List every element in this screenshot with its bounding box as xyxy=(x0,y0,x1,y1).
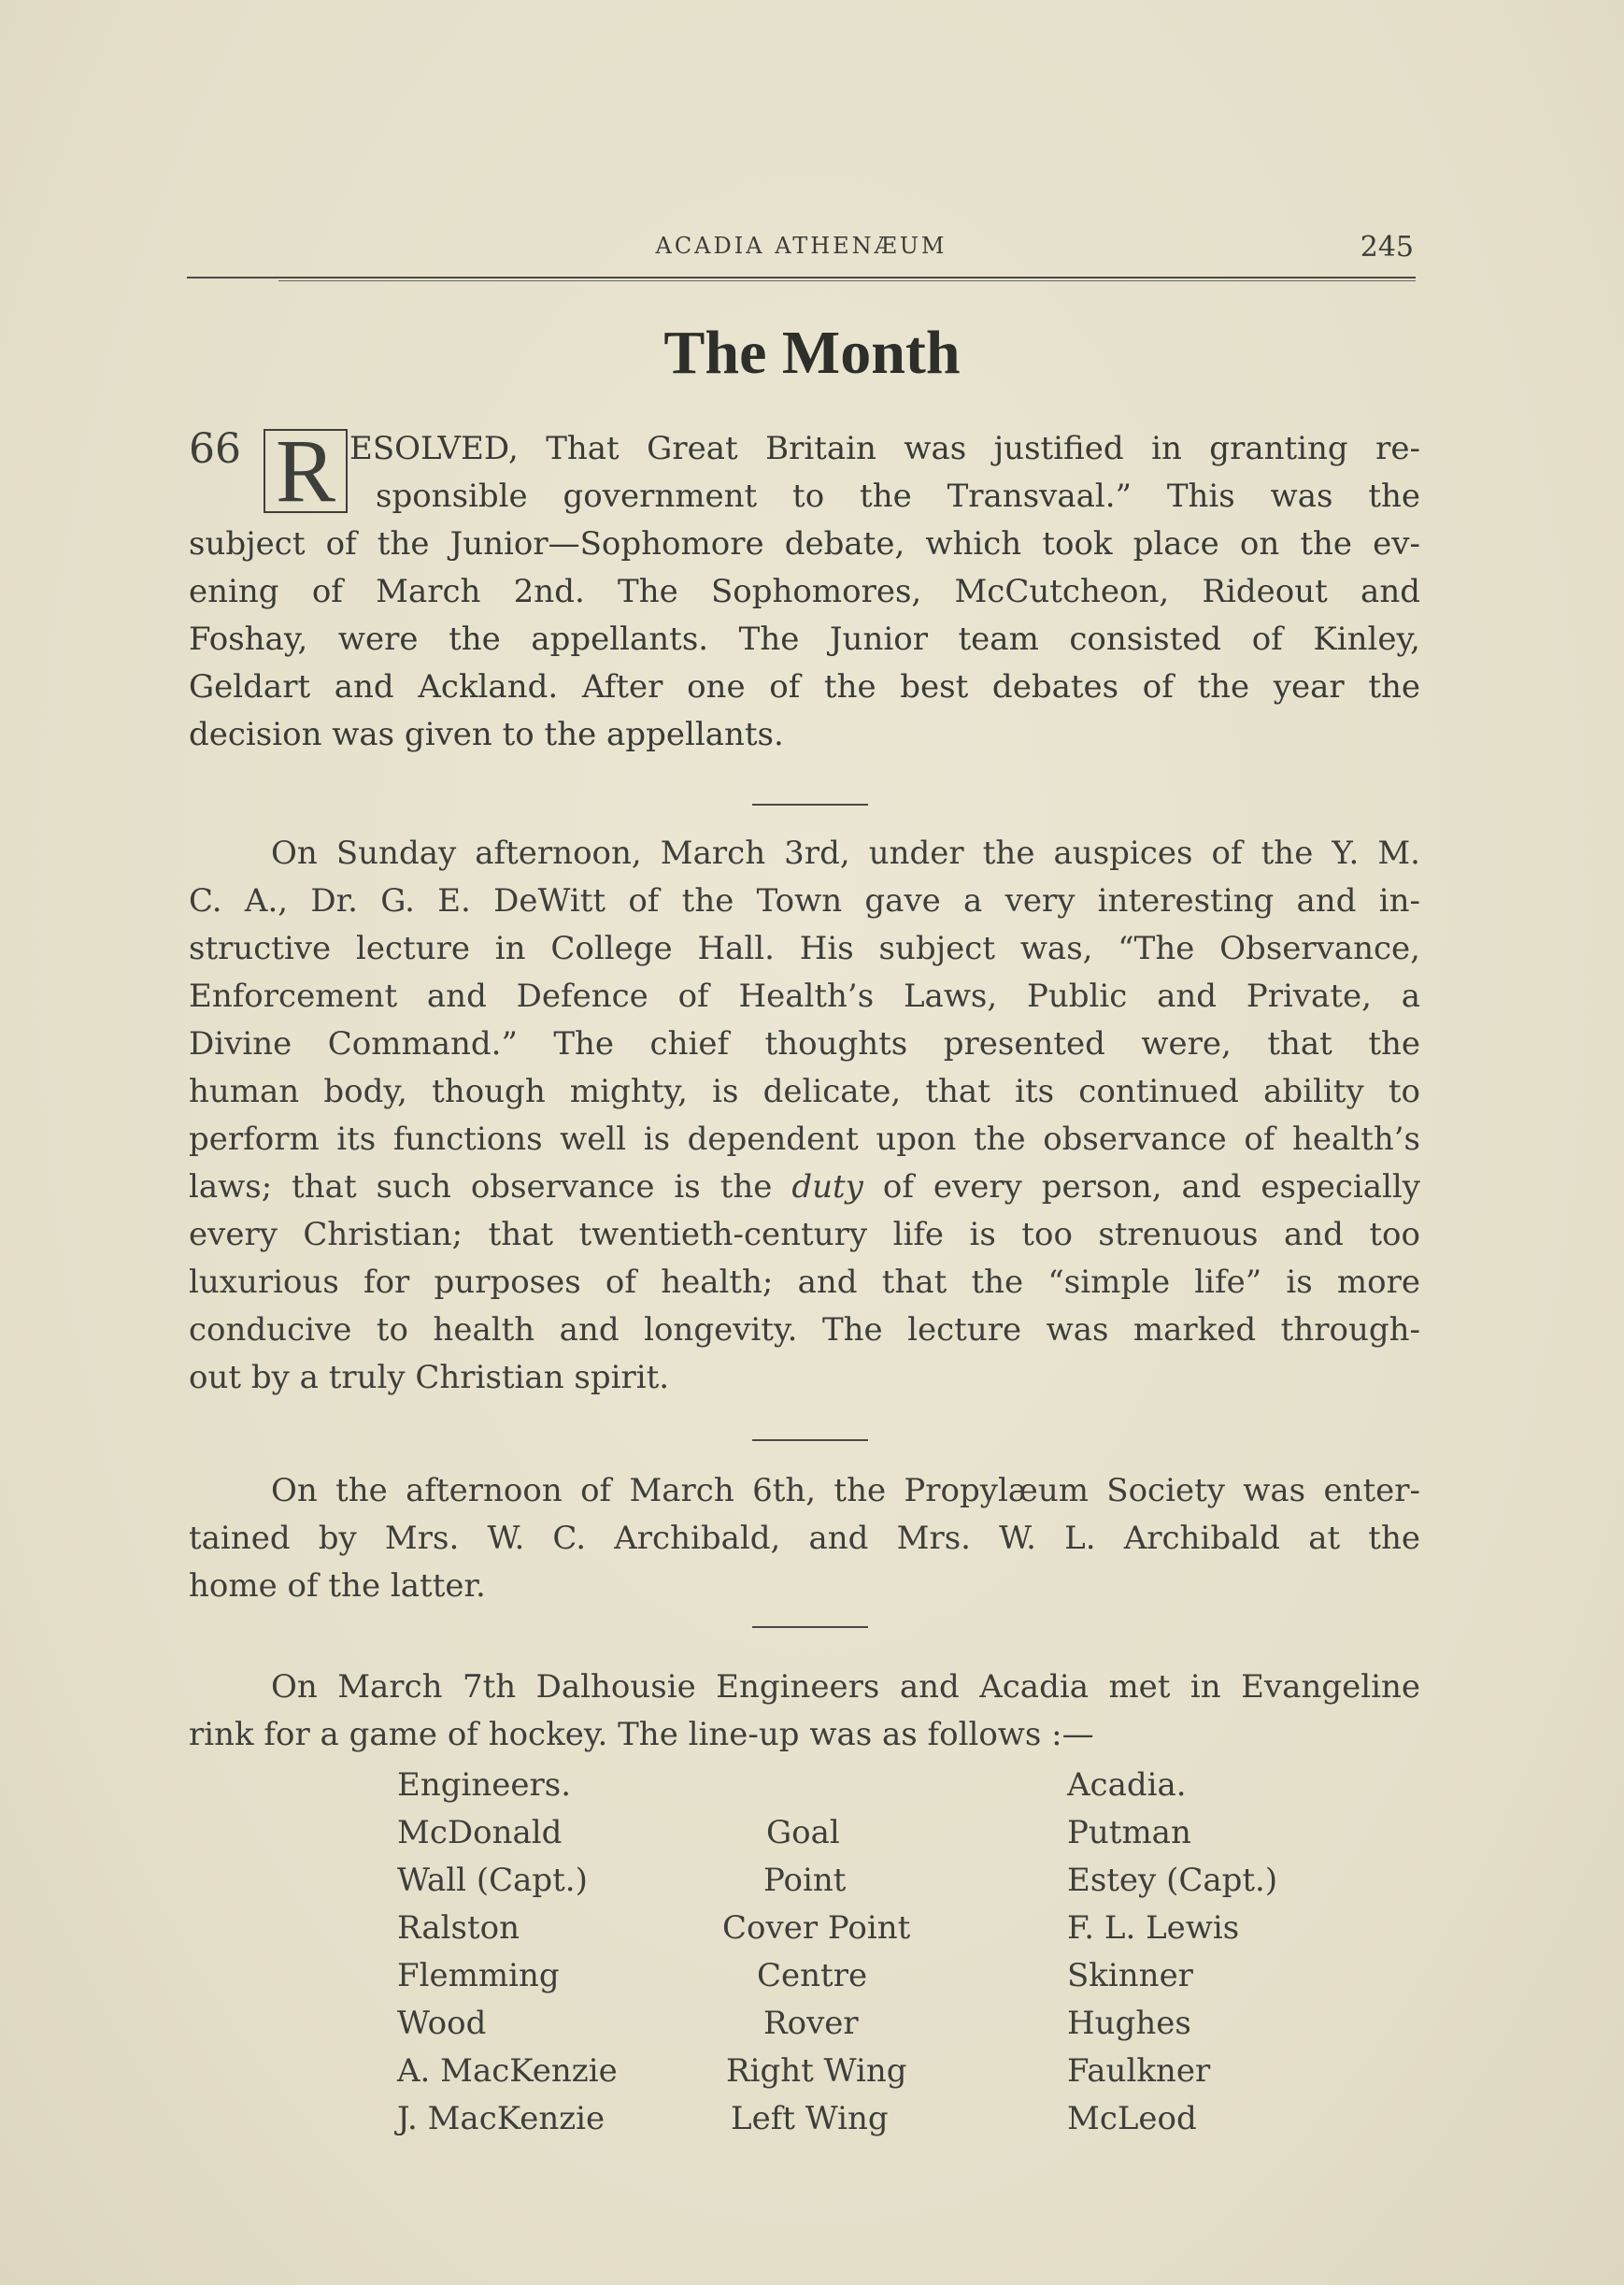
running-title: ACADIA ATHENÆUM xyxy=(655,233,947,259)
section-separator xyxy=(752,1439,868,1441)
engineers-player: Ralston xyxy=(397,1909,520,1947)
paragraph-line: every Christian; that twentieth-century life is too strenuous and too xyxy=(189,1216,1420,1253)
header-rule xyxy=(187,277,1416,278)
paragraph-hockey xyxy=(189,1664,1420,1759)
engineers-player: A. MacKenzie xyxy=(397,2052,618,2090)
running-head xyxy=(187,227,1416,264)
paragraph-line: human body, though mighty, is delicate, that its continued ability to xyxy=(189,1073,1420,1110)
paragraph-lecture xyxy=(189,830,1420,1402)
paragraph-line: sponsible government to the Transvaal.” This was the xyxy=(376,478,1420,515)
paragraph-line: ESOLVED, That Great Britain was justified in granting re- xyxy=(349,430,1420,467)
paragraph-propylaeum xyxy=(189,1467,1420,1610)
paragraph-line: subject of the Junior—Sophomore debate, which took place on the ev- xyxy=(189,525,1420,563)
section-heading: The Month xyxy=(663,319,961,387)
emphasized-word: duty xyxy=(791,1168,863,1206)
paragraph-line: Geldart and Ackland. After one of the best debates of the year the xyxy=(189,668,1420,706)
paragraph-line: home of the latter. xyxy=(189,1567,486,1605)
lineup-row xyxy=(187,2000,1420,2048)
paragraph-line-with-emphasis xyxy=(189,1164,1420,1211)
hockey-lineup-table xyxy=(187,1762,1420,2143)
position: Centre xyxy=(757,1957,868,1994)
section-separator xyxy=(752,804,868,806)
paragraph-line: C. A., Dr. G. E. DeWitt of the Town gave a very interesting and in- xyxy=(189,882,1420,920)
team-header-engineers: Engineers. xyxy=(397,1766,572,1804)
paragraph-line: ening of March 2nd. The Sophomores, McCutcheon, Rideout and xyxy=(189,573,1420,610)
paragraph-line: perform its functions well is dependent upon the observance of health’s xyxy=(189,1121,1420,1158)
paragraph-line: Enforcement and Defence of Health’s Laws, Public and Private, a xyxy=(189,978,1420,1015)
paragraph-line: tained by Mrs. W. C. Archibald, and Mrs. W. L. Archibald at the xyxy=(189,1520,1420,1557)
position: Right Wing xyxy=(726,2052,907,2090)
paragraph-line: conducive to health and longevity. The lecture was marked through- xyxy=(189,1311,1420,1349)
position: Rover xyxy=(763,2005,859,2042)
acadia-player: Hughes xyxy=(1067,2005,1191,2042)
opening-quote-mark: 66 xyxy=(189,425,241,473)
lineup-row xyxy=(187,1857,1420,1905)
engineers-player: Flemming xyxy=(397,1957,560,1994)
acadia-player: Faulkner xyxy=(1067,2052,1211,2090)
position: Left Wing xyxy=(731,2100,889,2137)
paragraph-line: decision was given to the appellants. xyxy=(189,716,784,753)
paragraph-line: Divine Command.” The chief thoughts presented were, that the xyxy=(189,1025,1420,1063)
section-separator xyxy=(752,1626,868,1628)
acadia-player: Estey (Capt.) xyxy=(1067,1862,1278,1899)
position: Goal xyxy=(766,1814,840,1851)
team-header-acadia: Acadia. xyxy=(1067,1766,1187,1804)
header-rule-thin xyxy=(278,280,1416,281)
lineup-row xyxy=(187,2095,1420,2143)
text-segment: of every person, and especially xyxy=(862,1168,1421,1206)
paragraph-line: On March 7th Dalhousie Engineers and Acadia met in Evangeline xyxy=(271,1668,1420,1706)
paragraph-line: Foshay, were the appellants. The Junior team consisted of Kinley, xyxy=(189,621,1420,658)
position: Cover Point xyxy=(722,1909,911,1947)
paragraph-line: rink for a game of hockey. The line-up was as follows :— xyxy=(189,1716,1094,1753)
lineup-row xyxy=(187,1905,1420,1952)
paragraph-line: luxurious for purposes of health; and that the “simple life” is more xyxy=(189,1264,1420,1301)
acadia-player: Skinner xyxy=(1067,1957,1193,1994)
paragraph-line: structive lecture in College Hall. His subject was, “The Observance, xyxy=(189,930,1420,967)
engineers-player: J. MacKenzie xyxy=(397,2100,605,2137)
lineup-row xyxy=(187,2048,1420,2095)
lineup-row xyxy=(187,1809,1420,1857)
paragraph-line: On the afternoon of March 6th, the Propylæum Society was enter- xyxy=(271,1472,1420,1509)
engineers-player: Wood xyxy=(397,2005,487,2042)
position: Point xyxy=(763,1862,847,1899)
drop-cap-letter: R xyxy=(264,429,348,513)
engineers-player: Wall (Capt.) xyxy=(397,1862,588,1899)
acadia-player: F. L. Lewis xyxy=(1067,1909,1240,1947)
lineup-row xyxy=(187,1952,1420,2000)
engineers-player: McDonald xyxy=(397,1814,563,1851)
lineup-header-row xyxy=(187,1762,1420,1809)
page-number: 245 xyxy=(1360,231,1414,264)
acadia-player: Putman xyxy=(1067,1814,1191,1851)
acadia-player: McLeod xyxy=(1067,2100,1197,2137)
paragraph-line: out by a truly Christian spirit. xyxy=(189,1359,670,1396)
paragraph-line: On Sunday afternoon, March 3rd, under the auspices of the Y. M. xyxy=(271,835,1420,872)
text-segment: laws; that such observance is the xyxy=(189,1168,792,1206)
